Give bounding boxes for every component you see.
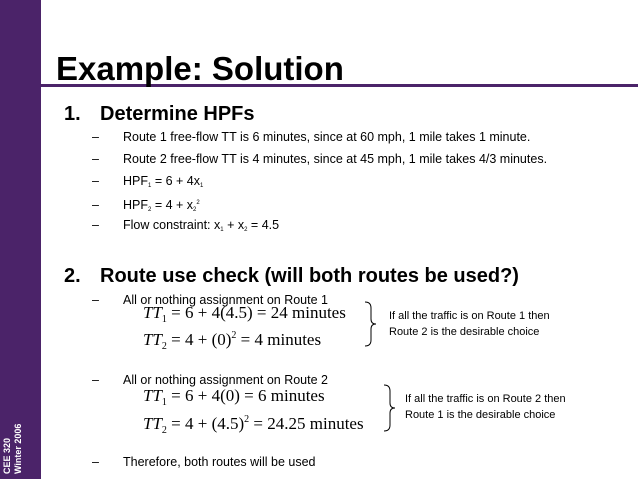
eq-subscript: 1: [161, 397, 167, 408]
eq-lhs: TT: [143, 330, 162, 349]
subscript: 1: [200, 183, 204, 189]
equation-route2-tt2: [143, 410, 364, 441]
eq-lhs: TT: [143, 386, 162, 405]
bullet-text: All or nothing assignment on Route 2: [123, 373, 328, 387]
subscript: 2: [193, 207, 197, 213]
brace-route2: [382, 384, 396, 432]
note-route1: [389, 308, 550, 340]
list-item: – Route 1 free-flow TT is 6 minutes, since at 60 mph, 1 mile takes 1 minute.: [92, 130, 531, 144]
equation-route1-tt2: [143, 326, 321, 357]
eq-rhs: = 4 + (4.5): [166, 414, 245, 433]
note-line: Route 1 is the desirable choice: [405, 409, 556, 421]
constraint-expr: + x: [223, 218, 245, 232]
eq-lhs: TT: [143, 414, 162, 433]
section-title: Determine HPFs: [100, 103, 255, 125]
bullet-text: All or nothing assignment on Route 1: [123, 293, 328, 307]
eq-subscript: 2: [161, 425, 167, 436]
subscript: 2: [148, 207, 152, 213]
eq-power: 2: [244, 414, 250, 425]
eq-rhs: = 6 + 4(0) = 6 minutes: [166, 386, 325, 405]
subscript: 1: [148, 183, 152, 189]
eq-lhs: TT: [143, 303, 162, 322]
note-line: Route 2 is the desirable choice: [389, 326, 540, 338]
section-1-heading: [64, 102, 255, 126]
section-number: 1.: [64, 103, 81, 125]
constraint-label: Flow constraint: x: [123, 218, 221, 232]
eq-rhs: = 4 + (0): [166, 330, 232, 349]
list-item: – Therefore, both routes will be used: [92, 455, 316, 469]
hpf-label: HPF: [123, 174, 148, 188]
section-number: 2.: [64, 265, 81, 287]
hpf-expr: = 4 + x: [151, 198, 194, 212]
list-item: – All or nothing assignment on Route 1: [92, 293, 328, 307]
eq-subscript: 1: [161, 314, 167, 325]
eq-result: = 4 minutes: [236, 330, 322, 349]
page-title: Example: Solution: [56, 50, 344, 87]
bullet-text: Route 1 free-flow TT is 6 minutes, since at 60 mph, 1 mile takes 1 minute.: [123, 130, 531, 144]
brace-route1: [363, 301, 377, 347]
list-item: – Flow constraint: $x_1 + x_2 = 4.5$: [92, 218, 280, 233]
eq-result: = 24.25 minutes: [249, 414, 364, 433]
superscript: 2: [196, 200, 200, 206]
eq-rhs: = 6 + 4(4.5) = 24 minutes: [166, 303, 346, 322]
list-item: – Route 2 free-flow TT is 4 minutes, since at 45 mph, 1 mile takes 4/3 minutes.: [92, 152, 548, 166]
section-2-heading: [64, 264, 519, 288]
course-label: CEE 320: [2, 437, 12, 474]
note-route2: [405, 391, 566, 423]
list-item: – $HPF_2 = 4 + x_2^2$: [92, 198, 200, 213]
note-line: If all the traffic is on Route 1 then: [389, 310, 550, 322]
eq-power: 2: [231, 330, 237, 341]
eq-subscript: 2: [161, 341, 167, 352]
section-title: Route use check (will both routes be used?): [100, 265, 519, 287]
constraint-total: = 4.5: [247, 218, 280, 232]
hpf-label: HPF: [123, 198, 148, 212]
term-label: Winter 2006: [13, 423, 23, 474]
sidebar: [0, 0, 41, 479]
subscript: 1: [220, 227, 224, 233]
list-item: – $HPF_1 = 6 + 4x_1$: [92, 174, 204, 189]
list-item: – All or nothing assignment on Route 2: [92, 373, 328, 387]
subscript: 2: [244, 227, 248, 233]
hpf-expr: = 6 + 4x: [151, 174, 200, 188]
bullet-text: Therefore, both routes will be used: [123, 455, 316, 469]
equation-route2-tt1: [143, 386, 325, 413]
bullet-text: Route 2 free-flow TT is 4 minutes, since at 45 mph, 1 mile takes 4/3 minutes.: [123, 152, 548, 166]
sidebar-caption: [2, 364, 24, 474]
note-line: If all the traffic is on Route 2 then: [405, 393, 566, 405]
